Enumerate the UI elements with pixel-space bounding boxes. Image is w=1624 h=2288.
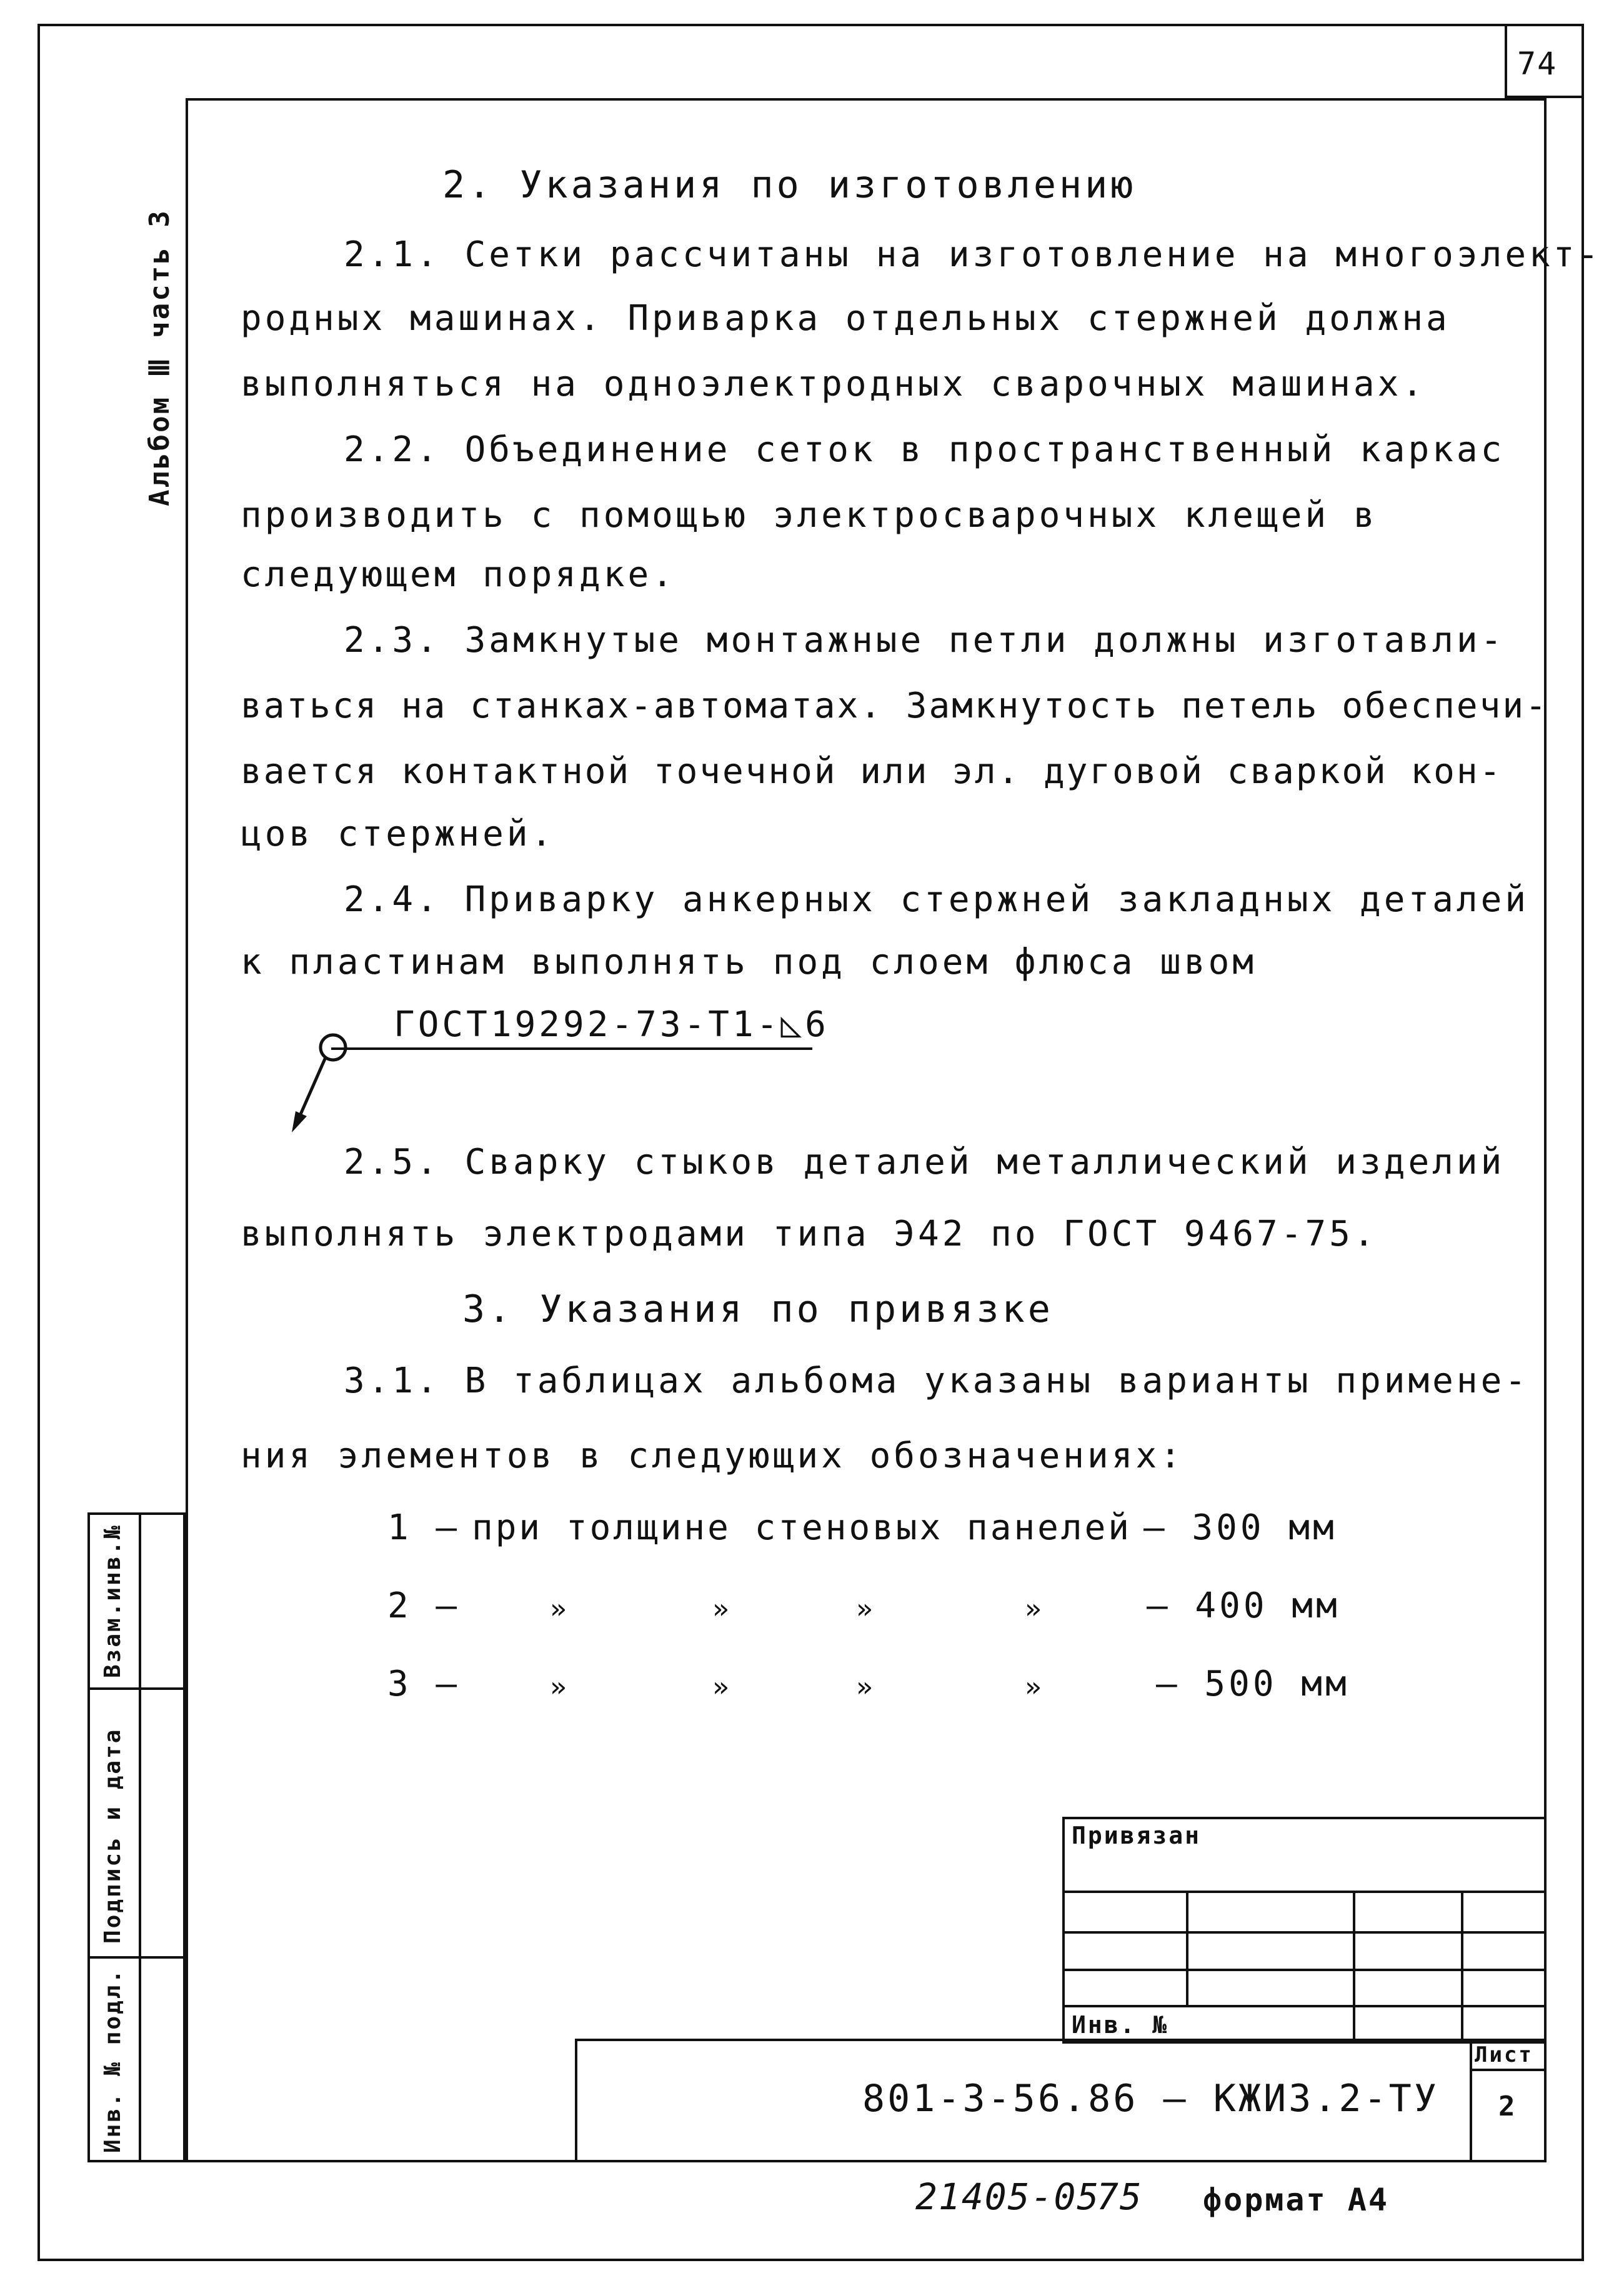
stamp-grid-col [1353,1891,1355,2044]
list-item-3-num: 3 — [387,1664,461,1704]
left-margin-divider [139,1512,141,2162]
left-margin-label-2: Подпись и дата [100,1727,126,1944]
ditto-mark: » [1025,1671,1045,1703]
list-item-1-value: — 300 мм [1143,1507,1337,1548]
stamp-grid-line [1062,1891,1547,1893]
para-2-3-line-1: 2.3. Замкнутые монтажные петли должны изготавли- [344,620,1505,661]
list-item-2-num: 2 — [387,1586,461,1626]
para-2-3-line-3: вается контактной точечной или эл. дуговой сваркой кон- [241,751,1503,792]
sheet-number: 2 [1498,2091,1517,2122]
ditto-mark: » [856,1671,876,1703]
sheet-label: Лист [1475,2042,1533,2067]
ditto-mark: » [712,1593,732,1625]
left-margin-line-2 [87,1956,186,1959]
left-margin-line-1 [87,1687,186,1690]
weld-symbol-underline [331,1047,812,1050]
list-item-1-text: при толщине стеновых панелей [472,1507,1132,1548]
album-side-title: Альбом Ⅲ часть 3 [144,209,176,506]
ditto-mark: » [550,1671,570,1703]
ditto-mark: » [550,1593,570,1625]
para-2-1-line-3: выполняться на одноэлектродных сварочных машинах. [241,364,1427,404]
footer-num: 75 [1097,2176,1143,2218]
stamp-grid-line [1062,1969,1547,1971]
left-margin-label-3: Инв. № подл. [100,1967,126,2153]
left-margin-label-1: Взам.инв.№ [100,1524,126,1678]
para-2-4-line-2: к пластинам выполнять под слоем флюса швом [241,942,1257,982]
para-3-1-line-2: ния элементов в следующих обозначениях: [241,1436,1184,1476]
sheet-label-line [1470,2069,1547,2071]
weld-symbol-label: ГОСТ19292-73-Т1-◺6 [394,1004,829,1045]
stamp-grid-line [1062,1931,1547,1934]
list-item-2-value: — 400 мм [1147,1586,1340,1626]
para-2-5-line-1: 2.5. Сварку стыков деталей металлический изделий [344,1142,1505,1182]
stamp-grid-line [1062,2005,1547,2007]
privyazan-label: Привязан [1072,1822,1202,1849]
ditto-mark: » [856,1593,876,1625]
list-item-3-value: — 500 мм [1156,1664,1350,1704]
page-number: 74 [1517,46,1558,82]
list-item-1-num: 1 — [387,1507,461,1548]
weld-leader-arrow-icon [284,1025,353,1137]
para-2-3-line-2: ваться на станках-автоматах. Замкнутость петель обеспечи- [241,686,1548,726]
footer-format: формат А4 [1203,2182,1389,2218]
stamp-grid-col [1186,1891,1188,2006]
ditto-mark: » [1025,1593,1045,1625]
para-2-3-line-4: цов стержней. [241,814,555,854]
stamp-grid-col [1461,1891,1463,2044]
sheet-divider [1470,2039,1472,2162]
privyazan-block [1062,1817,1547,2044]
para-2-2-line-2: производить с помощью электросварочных клещей в [241,495,1378,536]
para-2-2-line-1: 2.2. Объединение сеток в пространственный каркас [344,429,1505,470]
inv-label: Инв. № [1072,2011,1169,2039]
para-2-1-line-2: родных машинах. Приварка отдельных стержней должна [241,298,1450,339]
section-3-heading: 3. Указания по привязке [462,1287,1054,1331]
document-designation: 801-3-56.86 — КЖИ3.2-ТУ [862,2077,1439,2121]
para-3-1-line-1: 3.1. В таблицах альбома указаны варианты примене- [344,1361,1530,1401]
para-2-1-line-1: 2.1. Сетки рассчитаны на изготовление на многоэлект- [344,234,1602,275]
ditto-mark: » [712,1671,732,1703]
para-2-4-line-1: 2.4. Приварку анкерных стержней закладных деталей [344,879,1530,920]
para-2-5-line-2: выполнять электродами типа Э42 по ГОСТ 9467-75. [241,1214,1378,1254]
section-2-heading: 2. Указания по изготовлению [442,163,1137,207]
footer-code: 21405-05 [915,2176,1100,2218]
para-2-2-line-3: следующем порядке. [241,554,676,595]
